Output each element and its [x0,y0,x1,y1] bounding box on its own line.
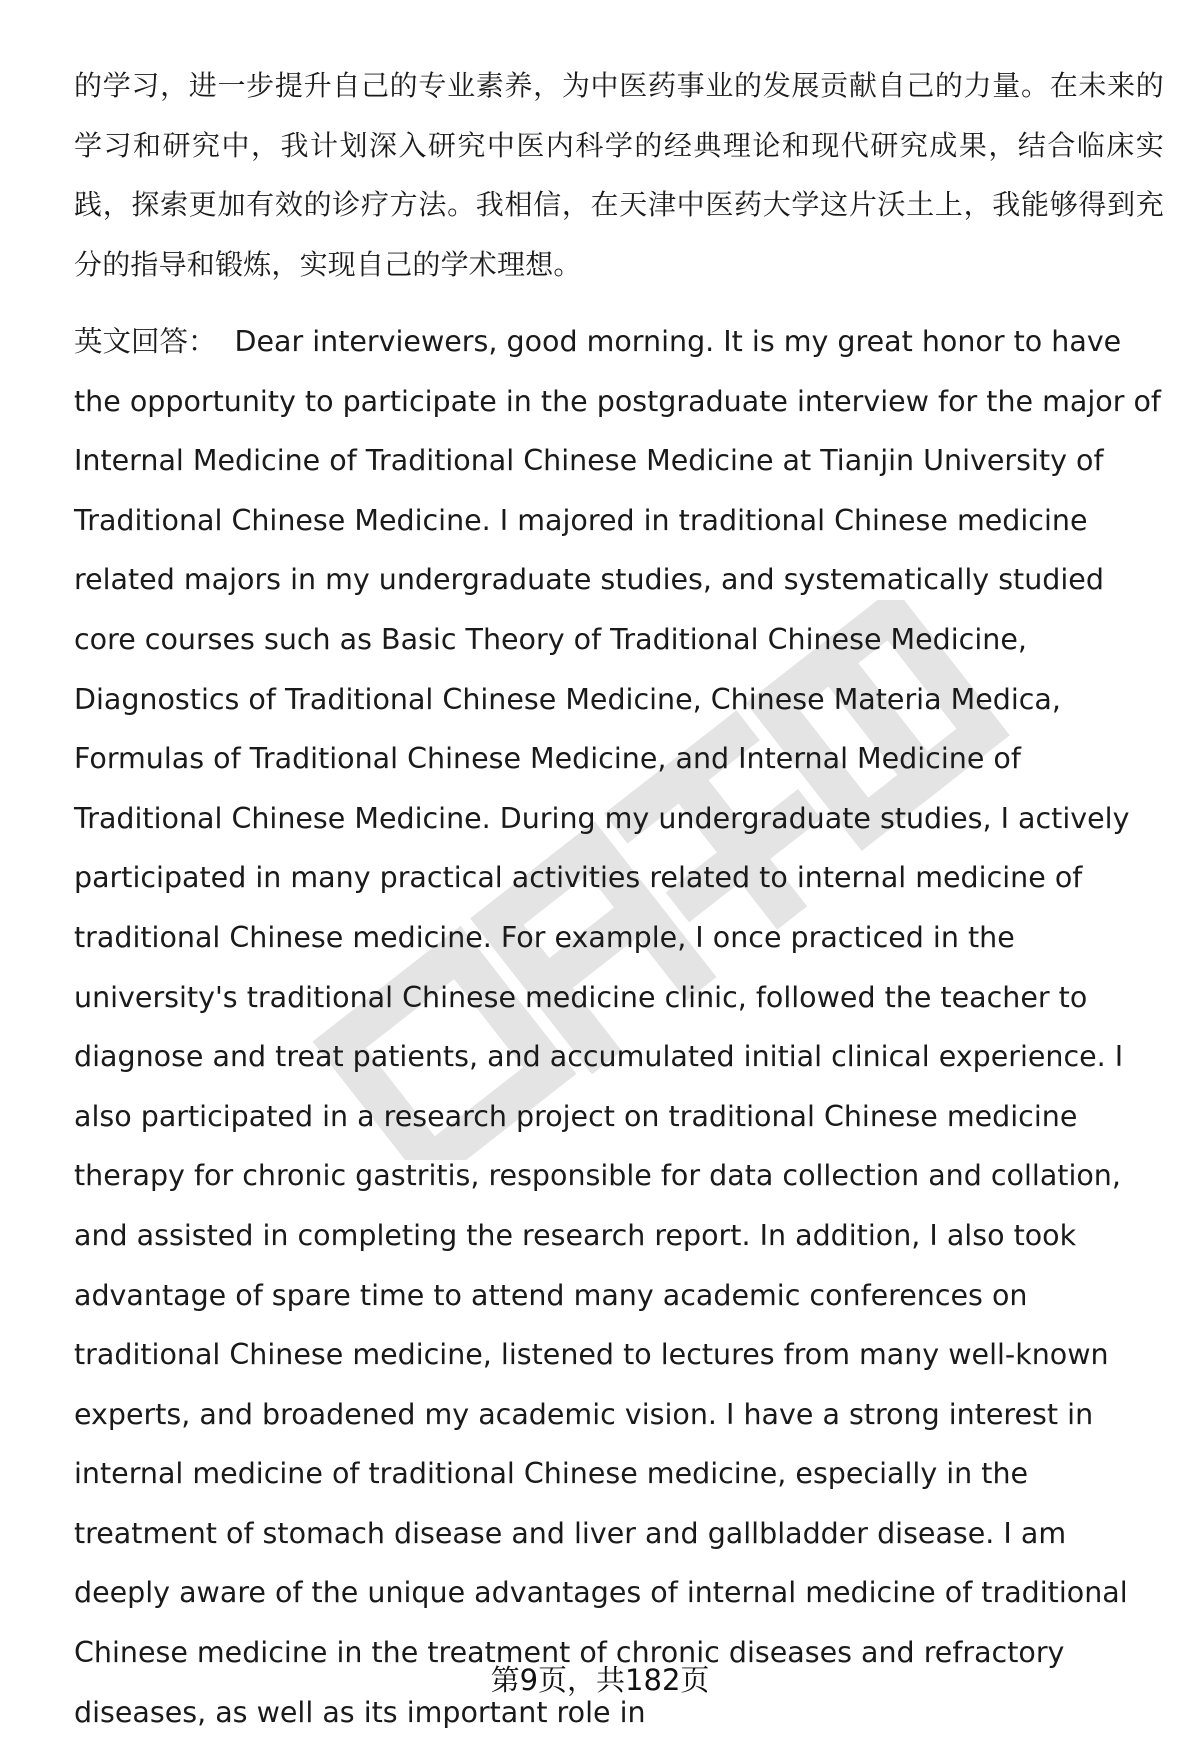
english-answer-text: Dear interviewers, good morning. It is my great honor to have the opportunity to participate in the postgraduate interview for the major of Internal Medicine of Traditional Chinese Medicine at Tianjin University of Traditional Chinese Medicine. I majored in traditional Chinese medicine related majors in my undergraduate studies, and systematically studied core courses such as Basic Theory of Traditional Chinese Medicine, Diagnostics of Traditional Chinese Medicine, Chinese Materia Medica, Formulas of Traditional Chinese Medicine, and Internal Medicine of Traditional Chinese Medicine. During my undergraduate studies, I actively participated in many practical activities related to internal medicine of traditional Chinese medicine. For example, I once practiced in the university's traditional Chinese medicine clinic, followed the teacher to diagnose and treat patients, and accumulated initial clinical experience. I also participated in a research project on traditional Chinese medicine therapy for chronic gastritis, responsible for data collection and collation, and assisted in completing the research report. In addition, I also took advantage of spare time to attend many academic conferences on traditional Chinese medicine, listened to lectures from many well-known experts, and broadened my academic vision. I have a strong interest in internal medicine of traditional Chinese medicine, especially in the treatment of stomach disease and liver and gallbladder disease. I am deeply aware of the unique advantages of internal medicine of traditional Chinese medicine in the treatment of chronic diseases and refractory diseases, as well as its important role in [74,325,1161,1729]
english-answer-label: 英文回答： [74,325,217,358]
chinese-paragraph: 的学习，进一步提升自己的专业素养，为中医药事业的发展贡献自己的力量。在未来的学习和研究中，我计划深入研究中医内科学的经典理论和现代研究成果，结合临床实践，探索更加有效的诊疗方法。我相信，在天津中医药大学这片沃土上，我能够得到充分的指导和锻炼，实现自己的学术理想。 [74,69,1164,281]
page-footer: 第9页，共182页 [490,1663,710,1697]
document-body [74,56,1164,1742]
english-answer-paragraph [74,312,1164,1742]
